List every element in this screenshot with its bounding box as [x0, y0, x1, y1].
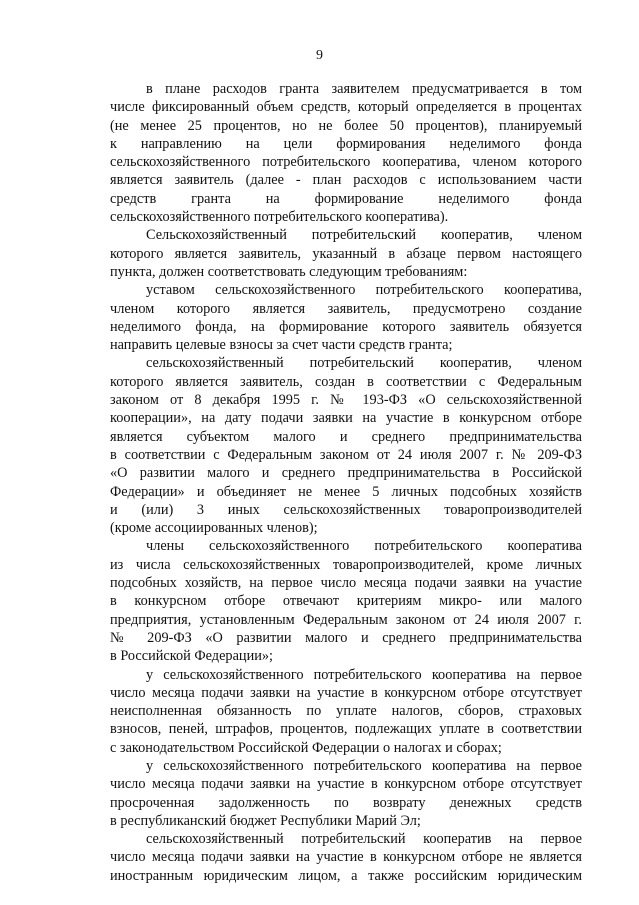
text-line: число месяца подачи заявки на участие в конкурсном отборе отсутствует [110, 684, 582, 701]
text-line: в Российской Федерации»; [110, 648, 273, 665]
text-line: и (или) 3 иных сельскохозяйственных товаропроизводителей [110, 501, 582, 518]
text-line: подсобных хозяйств, на первое число месяца подачи заявки на участие [110, 575, 582, 592]
text-line: неисполненная обязанность по уплате налогов, сборов, страховых [110, 703, 582, 720]
text-line: сельскохозяйственный потребительский кооператив, членом [146, 355, 582, 372]
text-line: сельскохозяйственного потребительского кооператива, членом которого [110, 154, 582, 171]
text-line: число месяца подачи заявки на участие в конкурсном отборе отсутствует [110, 776, 582, 793]
text-line: сельскохозяйственного потребительского кооператива). [110, 209, 449, 226]
text-line: сельскохозяйственный потребительский кооператив на первое [146, 831, 582, 848]
text-line: в плане расходов гранта заявителем предусматривается в том [146, 81, 582, 97]
text-line: которого является заявитель, указанный в абзаце первом настоящего [110, 245, 582, 262]
text-line: в республиканский бюджет Республики Марий Эл; [110, 812, 421, 829]
text-line: (не менее 25 процентов, но не более 50 процентов), планируемый [110, 117, 582, 134]
text-line: средств гранта на формирование неделимого фонда [110, 190, 582, 207]
text-line: иностранным юридическим лицом, а также российским юридическим [110, 867, 582, 884]
text-line: неделимого фонда, на формирование которого заявитель обязуется [110, 318, 582, 335]
text-line: к направлению на цели формирования неделимого фонда [110, 135, 582, 152]
text-line: законом от 8 декабря 1995 г. № 193-ФЗ «О сельскохозяйственной [110, 392, 582, 409]
text-line: пункта, должен соответствовать следующим требованиям: [110, 263, 468, 280]
text-line: просроченная задолженность по возврату денежных средств [110, 794, 582, 811]
text-line: Федерации» и объединяет не менее 5 личных подсобных хозяйств [110, 483, 582, 500]
text-line: Сельскохозяйственный потребительский кооператив, членом [146, 227, 582, 244]
text-line: у сельскохозяйственного потребительского кооператива на первое [146, 757, 582, 774]
text-line: является заявитель (далее - план расходов с использованием части [110, 172, 582, 189]
text-line: в соответствии с Федеральным законом от 24 июля 2007 г. № 209-ФЗ [110, 446, 582, 463]
text-line: число месяца подачи заявки на участие в конкурсном отборе не является [110, 849, 582, 866]
text-line: членом которого является заявитель, предусмотрено создание [110, 300, 582, 317]
text-line: члены сельскохозяйственного потребительского кооператива [146, 538, 582, 555]
text-line: является субъектом малого и среднего предпринимательства [110, 428, 582, 445]
text-line: которого является заявитель, создан в соответствии с Федеральным [110, 373, 582, 390]
text-line: у сельскохозяйственного потребительского кооператива на первое [146, 666, 582, 683]
text-line: взносов, пеней, штрафов, процентов, подлежащих уплате в соответствии [110, 721, 582, 738]
text-line: № 209-ФЗ «О развитии малого и среднего предпринимательства [110, 629, 582, 646]
page-number: 9 [316, 48, 323, 63]
text-line: с законодательством Российской Федерации о налогах и сборах; [110, 739, 502, 756]
text-line: из числа сельскохозяйственных товаропроизводителей, кроме личных [110, 556, 582, 573]
text-line: уставом сельскохозяйственного потребительского кооператива, [146, 282, 582, 299]
text-line: кооперации», на дату подачи заявки на участие в конкурсном отборе [110, 410, 582, 427]
text-line: «О развитии малого и среднего предпринимательства в Российской [110, 465, 582, 482]
text-line: в конкурсном отборе отвечают критериям микро- или малого [110, 593, 582, 610]
document-body [110, 80, 582, 885]
text-line: направить целевые взносы за счет части средств гранта; [110, 337, 453, 354]
text-line: (кроме ассоциированных членов); [110, 520, 318, 537]
text-line: числе фиксированный объем средств, который определяется в процентах [110, 99, 582, 116]
text-line: предприятия, установленным Федеральным законом от 24 июля 2007 г. [110, 611, 582, 628]
